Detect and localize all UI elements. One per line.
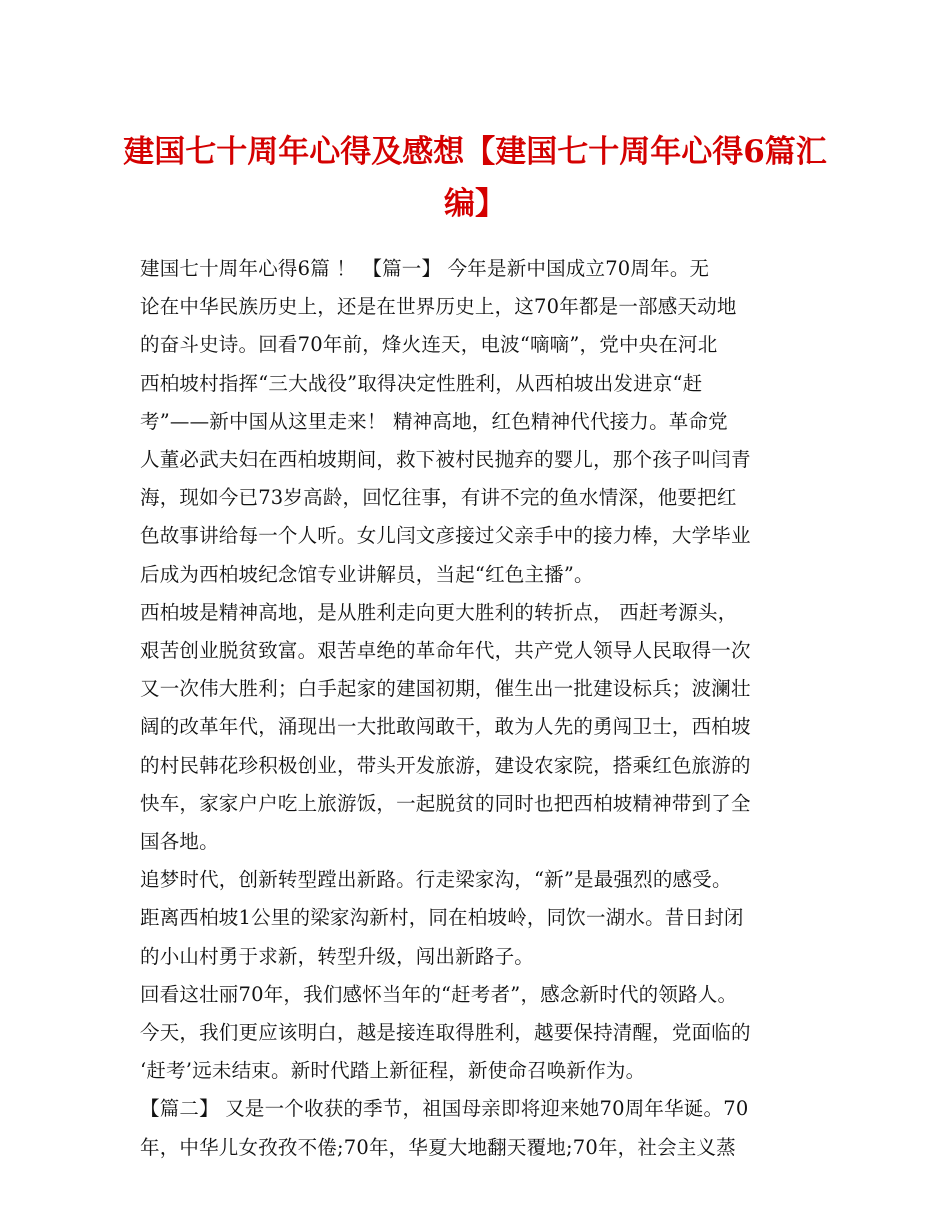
body-line: 人董必武夫妇在西柏坡期间，救下被村民抛弃的婴儿，那个孩子叫闫青	[140, 448, 751, 472]
body-line: 距离西柏坡1公里的梁家沟新村，同在柏坡岭，同饮一湖水。昔日封闭	[140, 906, 744, 930]
body-line: 国各地。	[140, 830, 219, 854]
body-line: 的小山村勇于求新，转型升级，闯出新路子。	[140, 944, 535, 968]
body-line: 色故事讲给每一个人听。女儿闫文彦接过父亲手中的接力棒，大学毕业	[140, 524, 751, 548]
body-line: 又一次伟大胜利；白手起家的建国初期，催生出一批建设标兵；波澜壮	[140, 677, 751, 701]
body-line: 西柏坡村指挥“三大战役”取得决定性胜利，从西柏坡出发进京“赶	[140, 371, 703, 395]
body-line: 回看这壮丽70年，我们感怀当年的“赶考者”，感念新时代的领路人。	[140, 982, 738, 1006]
body-line: 年，中华儿女孜孜不倦;70年，华夏大地翻天覆地;70年，社会主义蒸	[140, 1135, 736, 1159]
title-line-2: 编】	[444, 186, 506, 222]
body-line: 论在中华民族历史上，还是在世界历史上，这70年都是一部感天动地	[140, 295, 737, 319]
document-body	[140, 250, 812, 1167]
body-line: 西柏坡是精神高地，是从胜利走向更大胜利的转折点， 西赶考源头，	[140, 600, 738, 624]
body-line: 阔的改革年代，涌现出一大批敢闯敢干，敢为人先的勇闯卫士，西柏坡	[140, 715, 751, 739]
body-line: 的村民韩花珍积极创业，带头开发旅游，建设农家院，搭乘红色旅游的	[140, 753, 751, 777]
body-line: 艰苦创业脱贫致富。艰苦卓绝的革命年代，共产党人领导人民取得一次	[140, 639, 751, 663]
body-line: 海，现如今已73岁高龄，回忆往事，有讲不完的鱼水情深，他要把红	[140, 486, 737, 510]
document-title	[120, 126, 830, 230]
body-line: 【篇二】 又是一个收获的季节，祖国母亲即将迎来她70周年华诞。70	[140, 1097, 749, 1121]
body-line: 追梦时代，创新转型蹚出新路。行走梁家沟，“新”是最强烈的感受。	[140, 868, 732, 892]
title-line-1: 建国七十周年心得及感想【建国七十周年心得6篇汇	[123, 134, 827, 170]
body-line: 考”——新中国从这里走来！ 精神高地，红色精神代代接力。革命党	[140, 409, 728, 433]
body-line: 今天，我们更应该明白，越是接连取得胜利，越要保持清醒，党面临的	[140, 1021, 751, 1045]
body-line: 后成为西柏坡纪念馆专业讲解员，当起“红色主播”。	[140, 562, 594, 586]
body-line: 快车，家家户户吃上旅游饭，一起脱贫的同时也把西柏坡精神带到了全	[140, 791, 751, 815]
body-line: 建国七十周年心得6篇 ！ 【篇一】 今年是新中国成立70周年。无	[140, 257, 710, 280]
body-line: ‘赶考’远未结束。新时代踏上新征程，新使命召唤新作为。	[140, 1059, 646, 1083]
body-line: 的奋斗史诗。回看70年前，烽火连天，电波“嘀嘀”，党中央在河北	[140, 333, 718, 357]
